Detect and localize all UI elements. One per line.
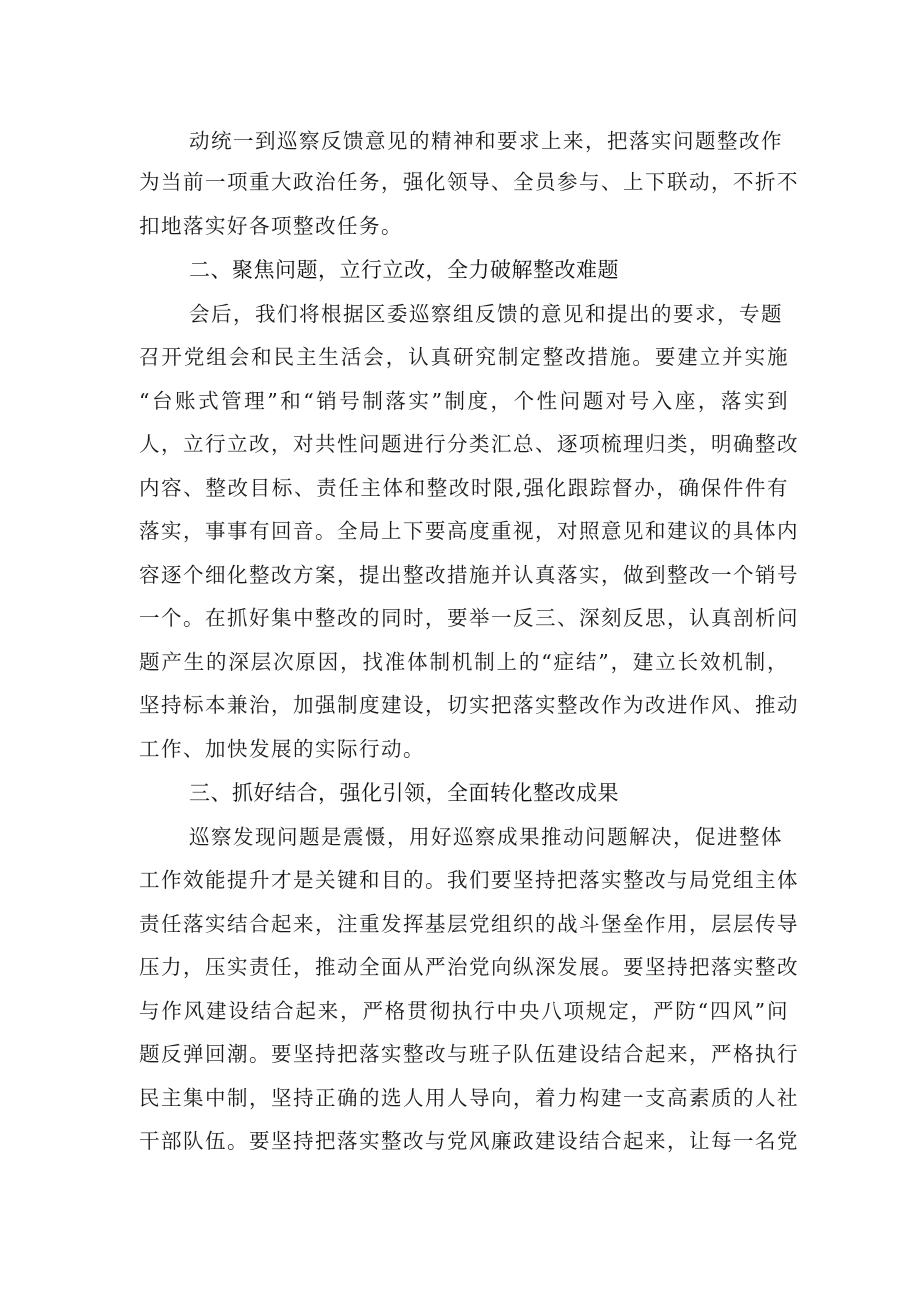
paragraph-line: 工作效能提升才是关键和目的。我们要坚持把落实整改与局党组主体: [139, 868, 799, 892]
paragraph-line: “台账式管理”和“销号制落实”制度，个性问题对号入座，落实到: [139, 389, 789, 413]
paragraph-line: 为当前一项重大政治任务，强化领导、全员参与、上下联动，不折不: [139, 170, 799, 194]
paragraph-line: 巡察发现问题是震慑，用好巡察成果推动问题解决，促进整体: [189, 825, 783, 849]
paragraph-line: 工作、加快发展的实际行动。: [139, 737, 425, 761]
paragraph-line: 扣地落实好各项整改任务。: [139, 214, 403, 238]
paragraph-line: 题产生的深层次原因，找准体制机制上的“症结”，建立长效机制，: [139, 650, 789, 674]
paragraph-line: 民主集中制，坚持正确的选人用人导向，着力构建一支高素质的人社: [139, 1086, 799, 1110]
paragraph-line: 责任落实结合起来，注重发挥基层党组织的战斗堡垒作用，层层传导: [139, 912, 799, 936]
section-heading: 二、聚焦问题，立行立改，全力破解整改难题: [189, 258, 619, 282]
paragraph-line: 人，立行立改，对共性问题进行分类汇总、逐项梳理归类，明确整改: [139, 432, 799, 456]
paragraph-line: 压力，压实责任，推动全面从严治党向纵深发展。要坚持把落实整改: [139, 955, 799, 979]
paragraph-line: 内容、整改目标、责任主体和整改时限,强化跟踪督办，确保件件有: [139, 476, 789, 500]
paragraph-line: 干部队伍。要坚持把落实整改与党风廉政建设结合起来，让每一名党: [139, 1129, 799, 1153]
paragraph-line: 坚持标本兼治，加强制度建设，切实把落实整改作为改进作风、推动: [139, 693, 799, 717]
paragraph-line: 落实，事事有回音。全局上下要高度重视，对照意见和建议的具体内: [139, 519, 799, 543]
paragraph-line: 会后，我们将根据区委巡察组反馈的意见和提出的要求，专题: [189, 302, 783, 326]
paragraph-line: 与作风建设结合起来，严格贯彻执行中央八项规定，严防“四风”问: [139, 999, 789, 1023]
paragraph-line: 动统一到巡察反馈意见的精神和要求上来，把落实问题整改作: [189, 129, 783, 153]
paragraph-line: 一个。在抓好集中整改的同时，要举一反三、深刻反思，认真剖析问: [139, 606, 799, 630]
paragraph-line: 容逐个细化整改方案，提出整改措施并认真落实，做到整改一个销号: [139, 563, 799, 587]
section-heading: 三、抓好结合，强化引领，全面转化整改成果: [189, 781, 619, 805]
paragraph-line: 题反弹回潮。要坚持把落实整改与班子队伍建设结合起来，严格执行: [139, 1042, 799, 1066]
paragraph-line: 召开党组会和民主生活会，认真研究制定整改措施。要建立并实施: [139, 345, 789, 369]
